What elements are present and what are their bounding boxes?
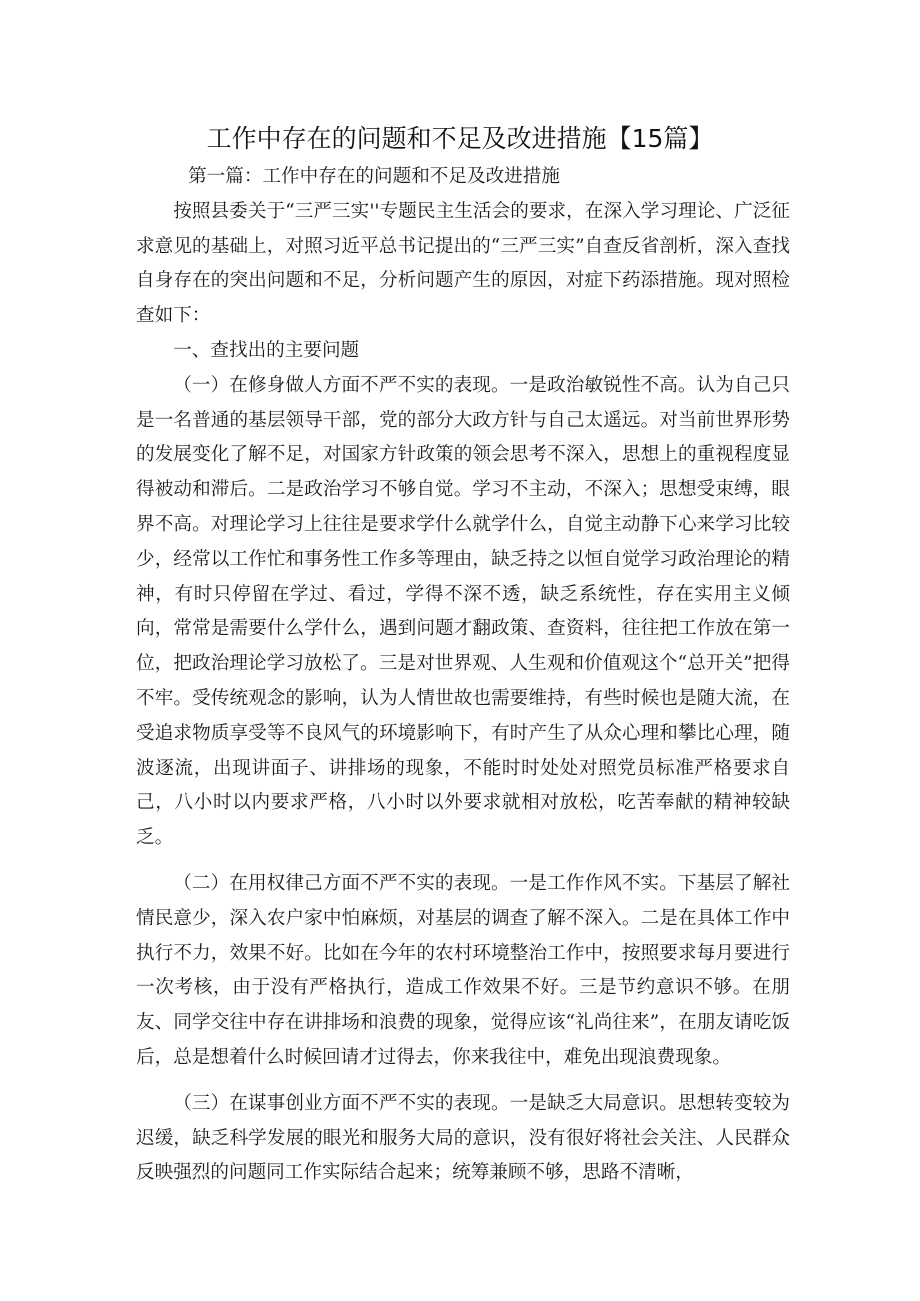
document-body [136, 160, 790, 1191]
body-paragraph-1: （一）在修身做人方面不严不实的表现。一是政治敏锐性不高。认为自己只是一名普通的基层领导干部，党的部分大政方针与自己太遥远。对当前世界形势的发展变化了解不足，对国家方针政策的领会思考不深入，思想上的重视程度显得被动和滞后。二是政治学习不够自觉。学习不主动，不深入；思想受束缚，眼界不高。对理论学习上往往是要求学什么就学什么，自觉主动静下心来学习比较少，经常以工作忙和事务性工作多等理由，缺乏持之以恒自觉学习政治理论的精神，有时只停留在学过、看过，学得不深不透，缺乏系统性，存在实用主义倾向，常常是需要什么学什么，遇到问题才翻政策、查资料，往往把工作放在第一位，把政治理论学习放松了。三是对世界观、人生观和价值观这个“总开关”把得不牢。受传统观念的影响，认为人情世故也需要维持，有些时候也是随大流，在受追求物质享受等不良风气的环境影响下，有时产生了从众心理和攀比心理，随波逐流，出现讲面子、讲排场的现象，不能时时处处对照党员标准严格要求自己，八小时以内要求严格，八小时以外要求就相对放松，吃苦奉献的精神较缺乏。 [136, 374, 790, 849]
body-paragraph-2: （二）在用权律己方面不严不实的表现。一是工作作风不实。下基层了解社情民意少，深入农户家中怕麻烦，对基层的调查了解不深入。二是在具体工作中执行不力，效果不好。比如在今年的农村环境整治工作中，按照要求每月要进行一次考核，由于没有严格执行，造成工作效果不好。三是节约意识不够。在朋友、同学交往中存在讲排场和浪费的现象，觉得应该“礼尚往来”，在朋友请吃饭后，总是想着什么时候回请才过得去，你来我往中，难免出现浪费现象。 [136, 872, 790, 1068]
body-paragraph-3: （三）在谋事创业方面不严不实的表现。一是缺乏大局意识。思想转变较为迟缓，缺乏科学发展的眼光和服务大局的意识，没有很好将社会关注、人民群众反映强烈的问题同工作实际结合起来；统筹兼顾不够，思路不清晰， [136, 1092, 790, 1184]
section-subtitle: 第一篇：工作中存在的问题和不足及改进措施 [188, 166, 560, 187]
intro-paragraph: 按照县委关于“三严三实''专题民主生活会的要求，在深入学习理论、广泛征求意见的基础上，对照习近平总书记提出的“三严三实”自查反省剖析，深入查找自身存在的突出问题和不足，分析问题产生的原因，对症下药添措施。现对照检查如下： [136, 200, 790, 327]
document-title: 工作中存在的问题和不足及改进措施【15篇】 [206, 124, 714, 153]
section-heading: 一、查找出的主要问题 [173, 339, 360, 361]
